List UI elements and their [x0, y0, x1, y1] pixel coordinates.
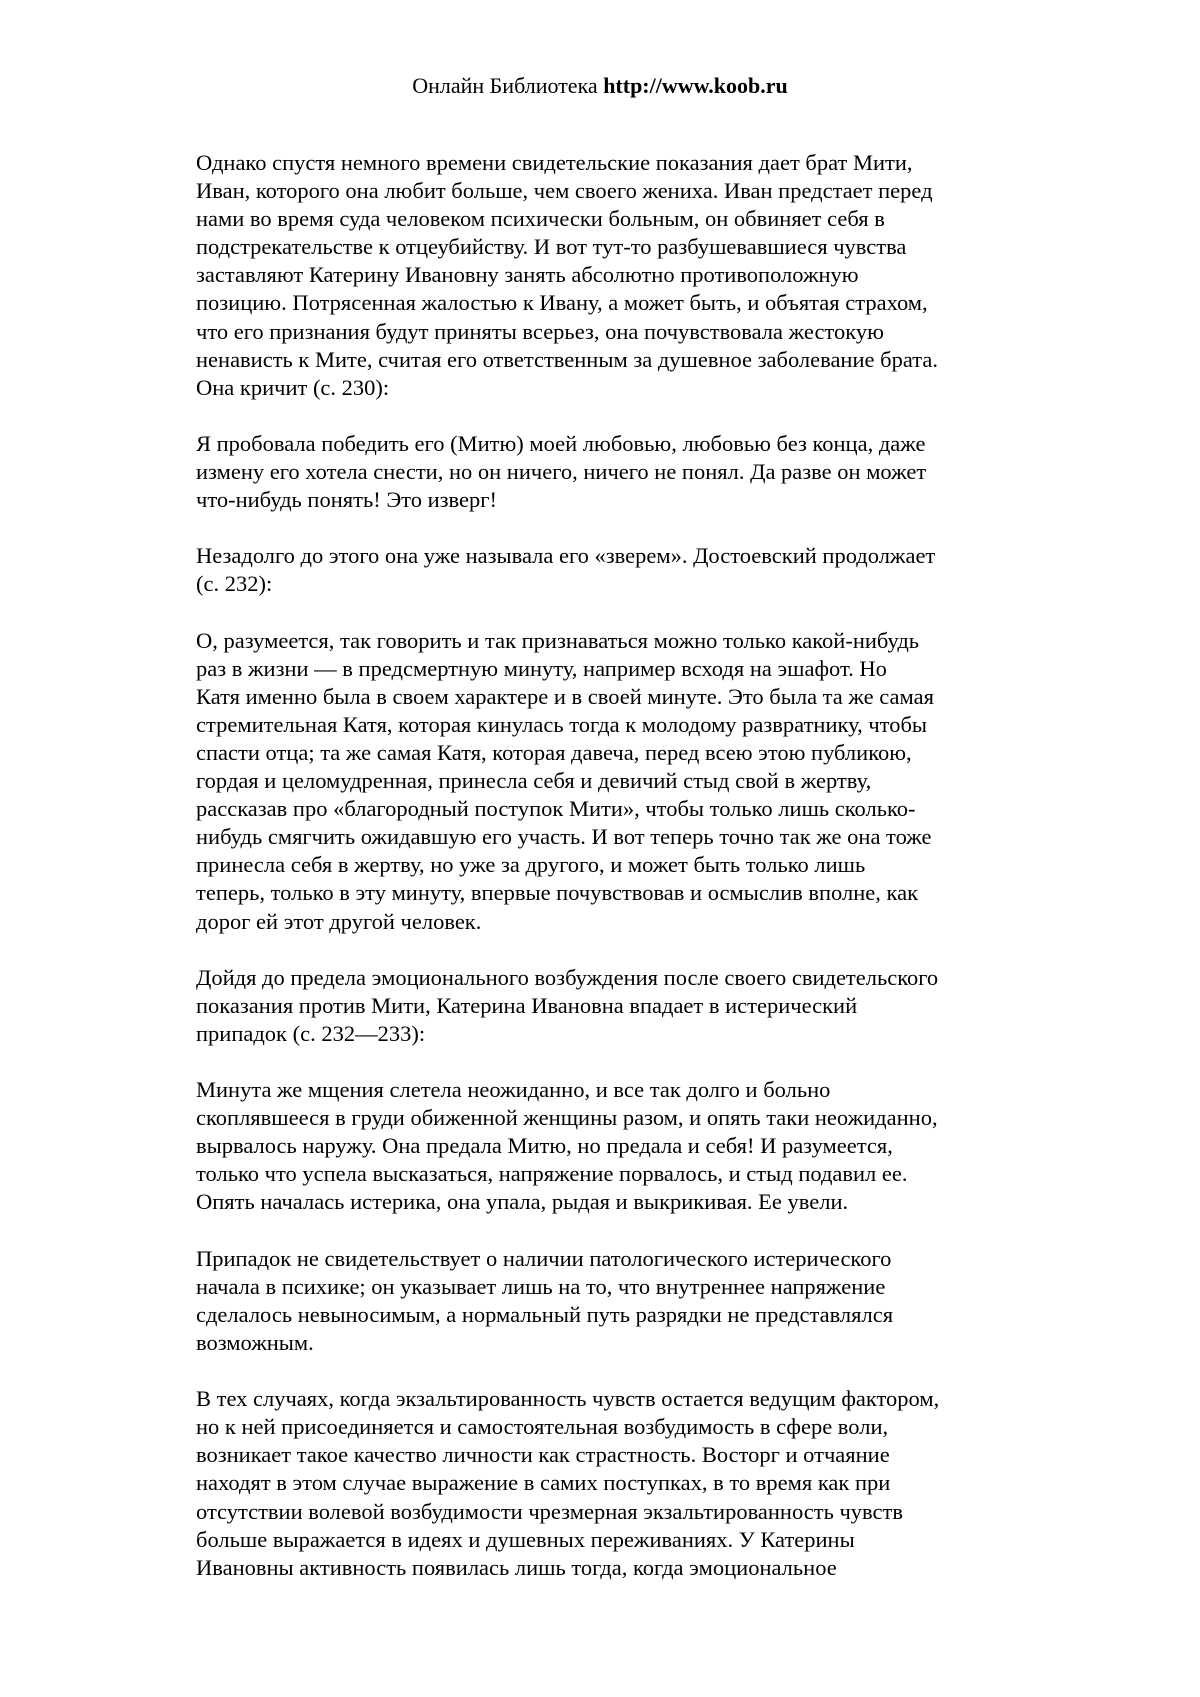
paragraph: В тех случаях, когда экзальтированность чувств остается ведущим фактором, но к ней присоединяется и самостоятельная возбудимость в сфере воли, возникает такое качество личности как страстность. Восторг и отчаяние находят в этом случае выражение в самих поступках, в то время как при отсутствии волевой возбудимости чрезмерная экзальтированность чувств больше выражается в идеях и душевных переживаниях. У Катерины Ивановны активность появилась лишь тогда, когда эмоциональное	[196, 1386, 940, 1580]
site-label: Онлайн Библиотека	[412, 73, 598, 98]
document-body	[196, 149, 1016, 1610]
paragraph: Припадок не свидетельствует о наличии патологического истерического начала в психике; он указывает лишь на то, что внутреннее напряжение сделалось невыносимым, а нормальный путь разрядки не представлялся возможным.	[196, 1245, 894, 1355]
paragraph: Дойдя до предела эмоционального возбуждения после своего свидетельского показания против Мити, Катерина Ивановна впадает в истерический припадок (с. 232—233):	[196, 964, 939, 1046]
paragraph: Однако спустя немного времени свидетельские показания дает брат Мити, Иван, которого она любит больше, чем своего жениха. Иван предстает перед нами во время суда человеком психически больным, он обвиняет себя в подстрекательстве к отцеубийству. И вот тут-то разбушевавшиеся чувства заставляют Катерину Ивановну занять абсолютно противоположную позицию. Потрясенная жалостью к Ивану, а может быть, и объятая страхом, что его признания будут приняты всерьез, она почувствовала жестокую ненависть к Мите, считая его ответственным за душевное заболевание брата. Она кричит (с. 230):	[196, 150, 938, 400]
page-header	[0, 72, 1200, 100]
paragraph: Незадолго до этого она уже называла его «зверем». Достоевский продолжает (с. 232):	[196, 543, 936, 597]
site-url[interactable]: http://www.koob.ru	[603, 73, 788, 98]
quote-paragraph: Минута же мщения слетела неожиданно, и все так долго и больно скоплявшееся в груди обиженной женщины разом, и опять таки неожиданно, вырвалось наружу. Она предала Митю, но предала и себя! И разумеется, только что успела высказаться, напряжение порвалось, и стыд подавил ее. Опять началась истерика, она упала, рыдая и выкрикивая. Ее увели.	[196, 1077, 938, 1215]
quote-paragraph: О, разумеется, так говорить и так признаваться можно только какой-нибудь раз в жизни — в предсмертную минуту, например всходя на эшафот. Но Катя именно была в своем характере и в своей минуте. Это была та же самая стремительная Катя, которая кинулась тогда к молодому развратнику, чтобы спасти отца; та же самая Катя, которая давеча, перед всею этою публикою, гордая и целомудренная, принесла себя и девичий стыд свой в жертву, рассказав про «благородный поступок Мити», чтобы только лишь сколько- нибудь смягчить ожидавшую его участь. И вот теперь точно так же она тоже принесла себя в жертву, но уже за другого, и может быть только лишь теперь, только в эту минуту, впервые почувствовав и осмыслив вполне, как дорог ей этот другой человек.	[196, 627, 934, 934]
quote-paragraph: Я пробовала победить его (Митю) моей любовью, любовью без конца, даже измену его хотела снести, но он ничего, ничего не понял. Да разве он может что-нибудь понять! Это изверг!	[196, 430, 927, 513]
